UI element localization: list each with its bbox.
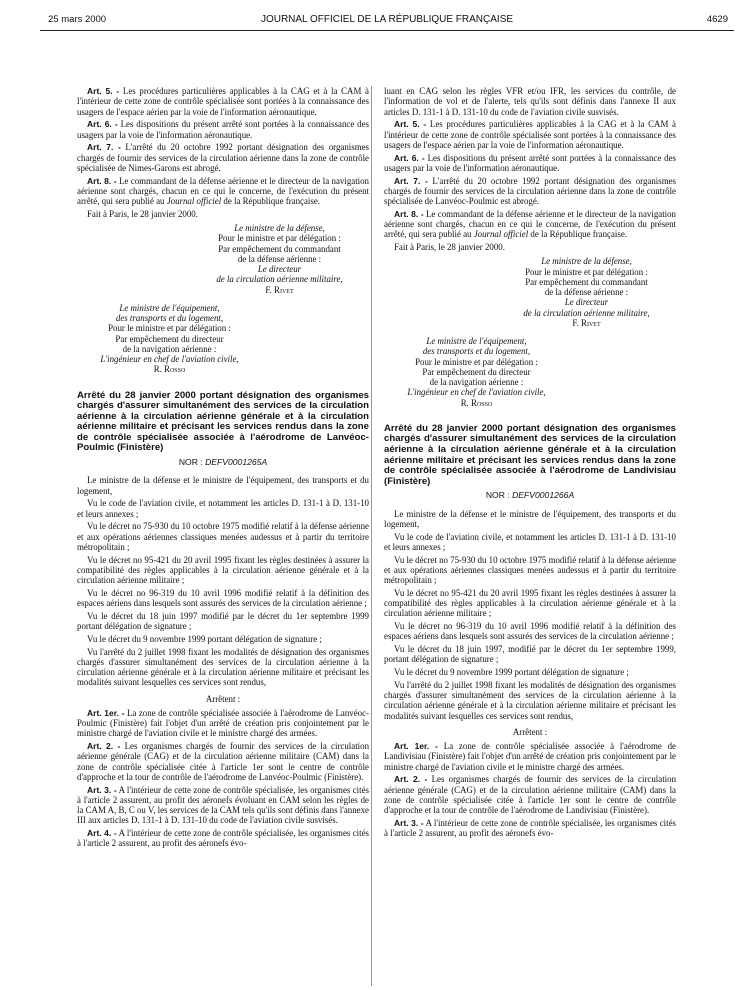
column-divider [371,86,372,986]
preamble-paragraph: Vu le décret no 96-319 du 10 avril 1996 modifié relatif à la définition des espaces aériens dans lesquels sont assurés des services de la circulation aérienne ; [384,621,676,642]
preamble-paragraph: Vu le décret du 9 novembre 1999 portant délégation de signature ; [87,633,322,644]
article-3: Art. 3. - A l'intérieur de cette zone de contrôle spécialisée, les organismes cités à l'article 2 assurent, au profit des aéronefs évoluant en CAM selon les règles de la CAM A, B, C ou V, les services de la CAM tels qu'ils sont définis dans l'annexe III aux articles D. 131-1 à D. 131-10 du code de l'aviation civile susvisés. [77,784,370,826]
article-1: Art. 1er. - La zone de contrôle spécialisée associée à l'aérodrome de Lanvéoc-Poulmic (Finistère) fait l'objet d'un arrêté de création pris conjointement par le ministre chargé de l'aviation civile et le ministre chargé des armées. [77,707,370,739]
signature-equipement: Le ministre de l'équipement, des transports et du logement, Pour le ministre et par délégation : Par empêchement du directeur de la navigation aérienne : L'ingénieur en chef de l'aviation civile, R. Rosso [100,302,239,375]
article-7: Art. 7. - L'arrêté du 20 octobre 1992 portant désignation des organismes chargés de fournir des services de la circulation aérienne dans la zone de contrôle spécialisée de Lanvéoc-Poulmic est abrogé. [384,175,676,206]
preamble-paragraph: Le ministre de la défense et le ministre de l'équipement, des transports et du logement, [77,475,369,496]
preamble-paragraph: Vu le décret no 75-930 du 10 octobre 1975 modifié relatif à la défense aérienne et aux opérations aériennes classiques menées audessus et à partir du territoire métropolitain ; [77,521,369,552]
nor-reference: NOR : DEFV0001265A [178,457,268,468]
article-1: Art. 1er. - La zone de contrôle spécialisée associée à l'aérodrome de Landivisiau (Finistère) fait l'objet d'un arrêté de création pris conjointement par le ministre chargé de l'aviation civile et le ministre chargé des armées. [384,741,676,772]
fait-a-paris: Fait à Paris, le 28 janvier 2000. [87,208,198,219]
decree-title: Arrêté du 28 janvier 2000 portant désignation des organismes chargés d'assurer simultanément des services de la circulation aérienne à la circulation aérienne générale et à la circulation aérienne militaire et précisant les services rendus dans la zone de contrôle spécialisée associée à l'aérodrome de Lanvéoc-Poulmic (Finistère) [77,389,369,454]
preamble-paragraph: Vu le code de l'aviation civile, et notamment les articles D. 131-1 à D. 131-10 et leurs annexes ; [384,531,676,552]
preamble-paragraph: Vu l'arrêté du 2 juillet 1998 fixant les modalités de désignation des organismes chargés d'assurer simultanément des services de la circulation aérienne à la circulation aérienne générale et à la circulation aérienne militaire et précisant les modalités suivant lesquelles ces services sont rendus, [384,679,676,721]
page-header [40,12,734,31]
preamble-paragraph: Vu le décret no 95-421 du 20 avril 1995 fixant les règles destinées à assurer la compatibilité des règles applicables à la circulation aérienne générale et à la circulation aérienne militaire ; [384,587,676,619]
nor-reference: NOR : DEFV0001266A [485,490,575,501]
signature-defense: Le ministre de la défense, Pour le ministre et par délégation : Par empêchement du commandant de la défense aérienne : Le directeur de la circulation aérienne militaire, F. Rivet [523,256,650,328]
preamble-paragraph: Vu le décret no 95-421 du 20 avril 1995 fixant les règles destinées à assurer la compatibilité des règles applicables à la circulation aérienne générale et à la circulation aérienne militaire ; [77,554,369,586]
article-8: Art. 8. - Le commandant de la défense aérienne et le directeur de la navigation aérienne sont chargés, chacun en ce qui le concerne, de l'exécution du présent arrêté, qui sera publié au Journal officiel de la République française. [384,208,676,240]
article-5: Art. 5. - Les procédures particulières applicables à la CAG et à la CAM à l'intérieur de cette zone de contrôle spécialisée sont portées à la connaissance des usagers de l'espace aérien par la voie de l'information aéronautique. [77,86,369,117]
article-6: Art. 6. - Les dispositions du présent arrêté sont portées à la connaissance des usagers par la voie de l'information aéronautique. [384,152,677,173]
preamble-paragraph: Vu le décret no 75-930 du 10 octobre 1975 modifié relatif à la défense aérienne et aux opérations aériennes classiques menées audessus et à partir du territoire métropolitain ; [384,554,676,586]
decree-title: Arrêté du 28 janvier 2000 portant désignation des organismes chargés d'assurer simultanément des services de la circulation aérienne à la circulation aérienne générale et à la circulation aérienne militaire et précisant les services rendus dans la zone de contrôle spécialisée associée à l'aérodrome de Landivisiau (Finistère) [384,422,676,487]
article-6: Art. 6. - Les dispositions du présent arrêté sont portées à la connaissance des usagers par la voie de l'information aéronautique. [77,119,370,140]
article-2: Art. 2. - Les organismes chargés de fournir des services de la circulation aérienne générale (CAG) et de la circulation aérienne militaire (CAM) dans la zone de contrôle spécialisée citée à l'article 1er sont le centre de contrôle d'approche et la tour de contrôle de l'aérodrome de Landivisiau (Finistère). [384,774,677,816]
preamble-paragraph: Vu l'arrêté du 2 juillet 1998 fixant les modalités de désignation des organismes chargés d'assurer simultanément des services de la circulation aérienne à la circulation aérienne générale et à la circulation aérienne militaire et précisant les modalités suivant lesquelles ces services sont rendus, [77,646,369,688]
arretent-heading: Arrêtent : [512,726,548,737]
preamble-paragraph: Vu le décret du 18 juin 1997 modifié par le décret du 1er septembre 1999 portant délégation de signature ; [77,610,369,632]
header-page-number: 4629 [706,14,728,25]
left-column [77,86,369,851]
preamble-paragraph: Vu le décret du 9 novembre 1999 portant délégation de signature ; [394,667,629,678]
right-column [384,86,676,841]
article-5: Art. 5. - Les procédures particulières applicables à la CAG et à la CAM à l'intérieur de cette zone de contrôle spécialisée sont portées à la connaissance des usagers de l'espace aérien par la voie de l'information aéronautique. [384,119,676,150]
article-4-continued: luant en CAG selon les règles VFR et/ou IFR, les services du contrôle, de l'information de vol et de l'alerte, tels qu'ils sont définis dans l'annexe II aux articles D. 131-1 à D. 131-10 du code de l'aviation civile susvisés. [384,86,676,117]
preamble-paragraph: Vu le décret no 96-319 du 10 avril 1996 modifié relatif à la définition des espaces aériens dans lesquels sont assurés des services de la circulation aérienne ; [77,587,369,609]
article-8: Art. 8. - Le commandant de la défense aérienne et le directeur de la navigation aérienne sont chargés, chacun en ce qui le concerne, de l'exécution du présent arrêté, qui sera publié au Journal officiel de la République française. [77,175,369,206]
signature-defense: Le ministre de la défense, Pour le ministre et par délégation : Par empêchement du commandant de la défense aérienne : Le directeur de la circulation aérienne militaire, F. Rivet [216,223,343,295]
preamble-paragraph: Le ministre de la défense et le ministre de l'équipement, des transports et du logement, [384,508,676,529]
article-7: Art. 7. - L'arrêté du 20 octobre 1992 portant désignation des organismes chargés de fournir des services de la circulation aérienne dans la zone de contrôle spécialisée de Nimes-Garons est abrogé. [77,142,369,173]
article-4: Art. 4. - A l'intérieur de cette zone de contrôle spécialisée, les organismes cités à l'article 2 assurent, au profit des aéronefs évo- [77,828,370,849]
fait-a-paris: Fait à Paris, le 28 janvier 2000. [394,242,505,252]
preamble-paragraph: Vu le code de l'aviation civile, et notamment les articles D. 131-1 à D. 131-10 et leurs annexes ; [77,498,369,519]
signature-equipement: Le ministre de l'équipement, des transports et du logement, Pour le ministre et par délégation : Par empêchement du directeur de la navigation aérienne : L'ingénieur en chef de l'aviation civile, R. Rosso [407,336,546,408]
arretent-heading: Arrêtent : [205,693,241,704]
preamble-paragraph: Vu le décret du 18 juin 1997, modifié par le décret du 1er septembre 1999, portant délégation de signature ; [384,644,676,665]
article-2: Art. 2. - Les organismes chargés de fournir des services de la circulation aérienne générale (CAG) et de la circulation aérienne militaire (CAM) dans la zone de contrôle spécialisée citée à l'article 1er sont le centre de contrôle d'approche et la tour de contrôle de l'aérodrome de Lanvéoc-Poulmic (Finistère). [77,741,370,782]
header-journal-title: JOURNAL OFFICIEL DE LA RÉPUBLIQUE FRANÇAISE [260,14,514,25]
article-3: Art. 3. - A l'intérieur de cette zone de contrôle spécialisée, les organismes cités à l'article 2 assurent, au profit des aéronefs évo- [384,817,677,839]
header-date: 25 mars 2000 [48,14,107,25]
